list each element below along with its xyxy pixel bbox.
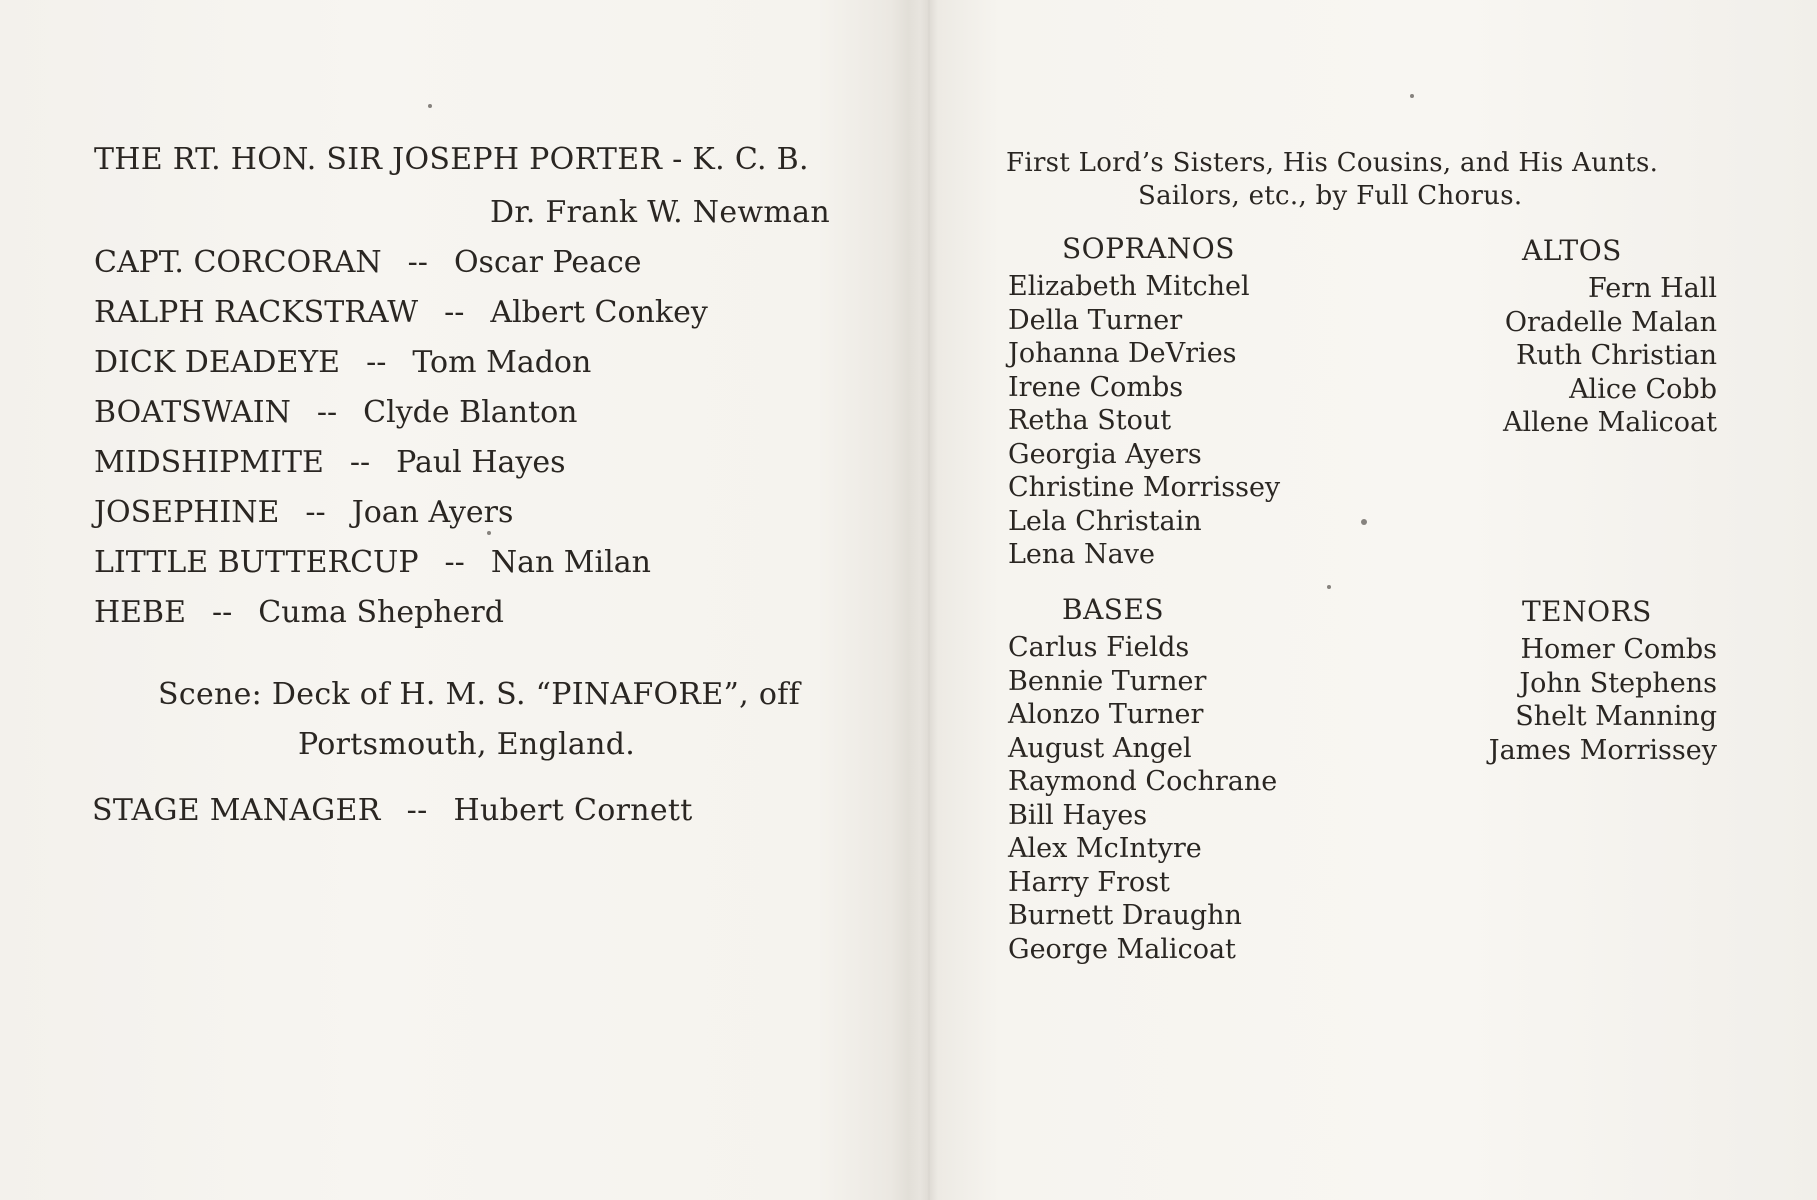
scene-line-1: Scene: Deck of H. M. S. “PINAFORE”, off (158, 677, 800, 712)
soprano-name: Irene Combs (1008, 371, 1184, 403)
cast-role: BOATSWAIN (94, 395, 291, 430)
alto-name: Alice Cobb (1569, 373, 1717, 405)
stage-manager-label: STAGE MANAGER (92, 793, 381, 828)
altos-heading: ALTOS (1522, 234, 1622, 267)
soprano-name: Johanna DeVries (1008, 338, 1237, 369)
cast-actor: Nan Milan (490, 545, 651, 580)
soprano-name: Lena Nave (1008, 539, 1155, 570)
base-name: Carlus Fields (1008, 632, 1190, 663)
cast-role: HEBE (94, 595, 187, 630)
soprano-name: Georgia Ayers (1008, 438, 1202, 470)
soprano-name: Christine Morrissey (1008, 472, 1281, 503)
separator: -- (444, 545, 465, 580)
base-name: Harry Frost (1008, 866, 1170, 898)
paper-speck (1327, 585, 1331, 589)
separator: -- (407, 245, 428, 280)
alto-name: Oradelle Malan (1504, 306, 1717, 338)
separator: -- (316, 395, 338, 430)
tenor-name: Shelt Manning (1515, 701, 1717, 732)
cast-role: LITTLE BUTTERCUP (94, 545, 419, 580)
tenor-name: Homer Combs (1520, 634, 1717, 665)
paper-speck (428, 104, 432, 108)
tenors-list (1489, 633, 1717, 767)
base-name: Raymond Cochrane (1008, 766, 1278, 797)
cast-role: CAPT. CORCORAN (94, 245, 382, 280)
stage-manager-row (92, 793, 693, 828)
chorus-intro-line-2: Sailors, etc., by Full Chorus. (1138, 181, 1523, 211)
cast-actor: Albert Conkey (490, 295, 708, 330)
alto-name: Allene Malicoat (1502, 407, 1717, 438)
paper-speck (1410, 94, 1414, 98)
base-name: Burnett Draughn (1008, 900, 1242, 931)
separator: -- (366, 345, 387, 380)
separator: -- (444, 295, 465, 330)
separator: -- (212, 595, 233, 630)
tenor-name: John Stephens (1519, 667, 1717, 699)
altos-list (1503, 272, 1717, 440)
separator: -- (406, 793, 428, 828)
cast-role: DICK DEADEYE (94, 345, 341, 380)
cast-row (94, 245, 642, 280)
alto-name: Fern Hall (1587, 273, 1717, 304)
base-name: August Angel (1008, 732, 1192, 764)
cast-actor: Paul Hayes (396, 445, 566, 480)
soprano-name: Retha Stout (1008, 405, 1172, 436)
base-name: George Malicoat (1008, 933, 1236, 965)
soprano-name: Lela Christain (1008, 505, 1202, 537)
cast-row (94, 345, 591, 380)
soprano-name: Della Turner (1008, 304, 1183, 336)
cast-row (94, 495, 513, 530)
sopranos-list (1008, 270, 1280, 572)
cast-actor: Cuma Shepherd (258, 595, 504, 630)
base-name: Bill Hayes (1008, 799, 1148, 831)
tenor-name: James Morrissey (1488, 734, 1717, 766)
cast-role: JOSEPHINE (94, 495, 280, 530)
base-name: Alex McIntyre (1008, 833, 1202, 864)
cast-row (94, 595, 504, 630)
right-page (934, 0, 1817, 1200)
chorus-intro-line-1: First Lord’s Sisters, His Cousins, and His Aunts. (1006, 148, 1659, 178)
separator: -- (305, 495, 326, 530)
cast-role: MIDSHIPMITE (94, 445, 324, 480)
alto-name: Ruth Christian (1516, 340, 1717, 371)
base-name: Bennie Turner (1008, 665, 1207, 697)
soprano-name: Elizabeth Mitchel (1008, 271, 1250, 302)
scene-line-2: Portsmouth, England. (298, 727, 636, 762)
cast-row (94, 295, 708, 330)
paper-speck (487, 531, 491, 535)
bases-list (1008, 631, 1277, 966)
tenors-heading: TENORS (1522, 595, 1652, 628)
paper-speck (1361, 519, 1367, 525)
cast-actor: Tom Madon (412, 345, 592, 380)
sopranos-heading: SOPRANOS (1062, 232, 1235, 265)
stage-manager-name: Hubert Cornett (453, 793, 693, 828)
cast-actor: Oscar Peace (453, 245, 642, 280)
base-name: Alonzo Turner (1008, 699, 1204, 730)
cast-actor: Clyde Blanton (363, 395, 578, 430)
cast-role: RALPH RACKSTRAW (94, 295, 419, 330)
title-role: THE RT. HON. SIR JOSEPH PORTER - K. C. B. (94, 142, 809, 177)
cast-actor: Joan Ayers (351, 495, 514, 530)
title-actor: Dr. Frank W. Newman (490, 195, 830, 230)
bases-heading: BASES (1062, 593, 1165, 626)
separator: -- (349, 445, 371, 480)
cast-row (94, 395, 577, 430)
cast-row (94, 545, 651, 580)
cast-row (94, 445, 565, 480)
